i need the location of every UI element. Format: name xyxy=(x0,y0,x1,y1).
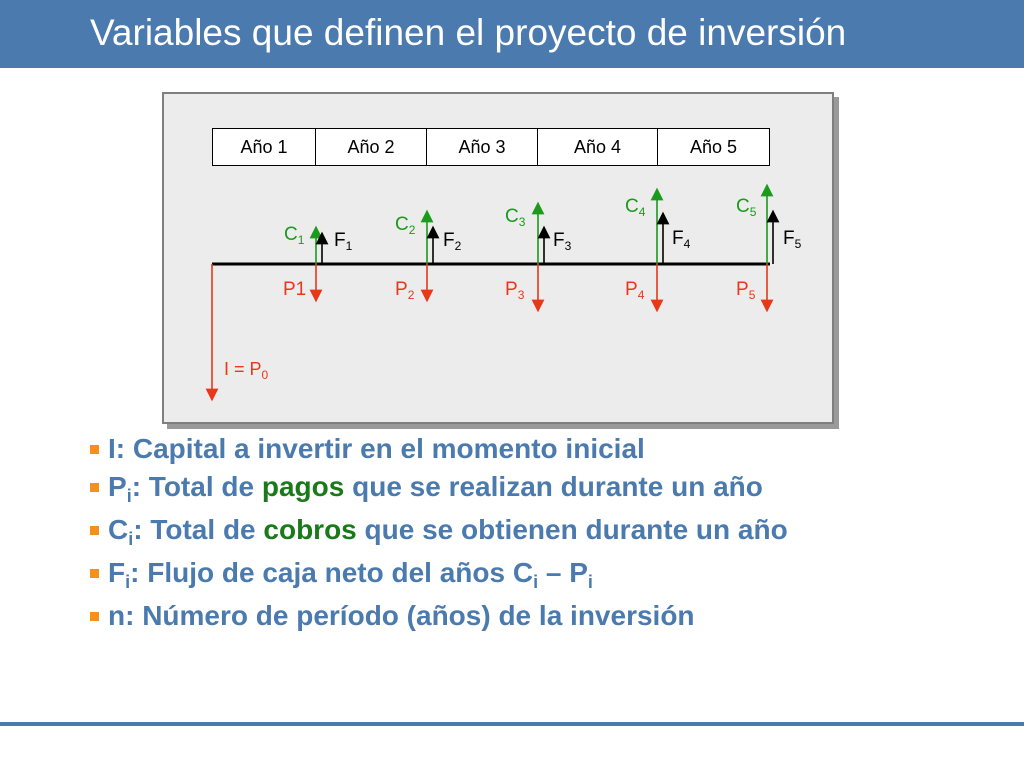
bullet-item: I: Capital a invertir en el momento inicial xyxy=(86,434,946,463)
highlight-pagos: pagos xyxy=(261,471,345,503)
cobro-label: $C_3$ xyxy=(505,206,526,229)
footer-divider xyxy=(0,722,1024,726)
bullet-item: $F_i$: Flujo de caja neto del años $C_i - P_i$ xyxy=(86,558,946,592)
pago-label: $P_4$ xyxy=(625,279,645,302)
pago-label: $P_2$ xyxy=(395,279,415,302)
flujo-label: $F_2$ xyxy=(443,230,462,253)
bullet-marker xyxy=(90,612,99,621)
bullet-marker xyxy=(90,569,99,578)
bullet-item: $C_i$: Total de cobros que se obtienen durante un año xyxy=(86,515,946,549)
pago-label: $P_3$ xyxy=(505,279,525,302)
pago-label: $P_5$ xyxy=(736,279,756,302)
bullet-item: $P_i$: Total de pagos que se realizan durante un año xyxy=(86,472,946,506)
flujo-label: $F_4$ xyxy=(672,228,691,251)
pago-label: P1 xyxy=(283,279,307,300)
flujo-label: $F_1$ xyxy=(334,230,353,253)
year-cell: Año 1 xyxy=(213,129,316,166)
cobro-label: $C_5$ xyxy=(736,196,757,219)
year-cell: Año 5 xyxy=(658,129,770,166)
cobro-label: $C_1$ xyxy=(284,224,305,247)
year-cell: Año 2 xyxy=(316,129,427,166)
year-cell: Año 3 xyxy=(427,129,538,166)
bullet-item: n: Número de período (años) de la inversión xyxy=(86,601,946,630)
flujo-label: $F_3$ xyxy=(553,230,572,253)
year-cell: Año 4 xyxy=(538,129,658,166)
bullet-marker xyxy=(90,445,99,454)
cobro-label: $C_4$ xyxy=(625,196,646,219)
flujo-label: $F_5$ xyxy=(783,228,802,251)
cobro-label: $C_2$ xyxy=(395,214,416,237)
bullet-list xyxy=(86,434,946,639)
highlight-cobros: cobros xyxy=(263,514,357,546)
bullet-marker xyxy=(90,526,99,535)
page-title: Variables que definen el proyecto de inversión xyxy=(90,12,847,53)
bullet-marker xyxy=(90,483,99,492)
initial-investment-label: $I = P_0$ xyxy=(224,359,269,382)
